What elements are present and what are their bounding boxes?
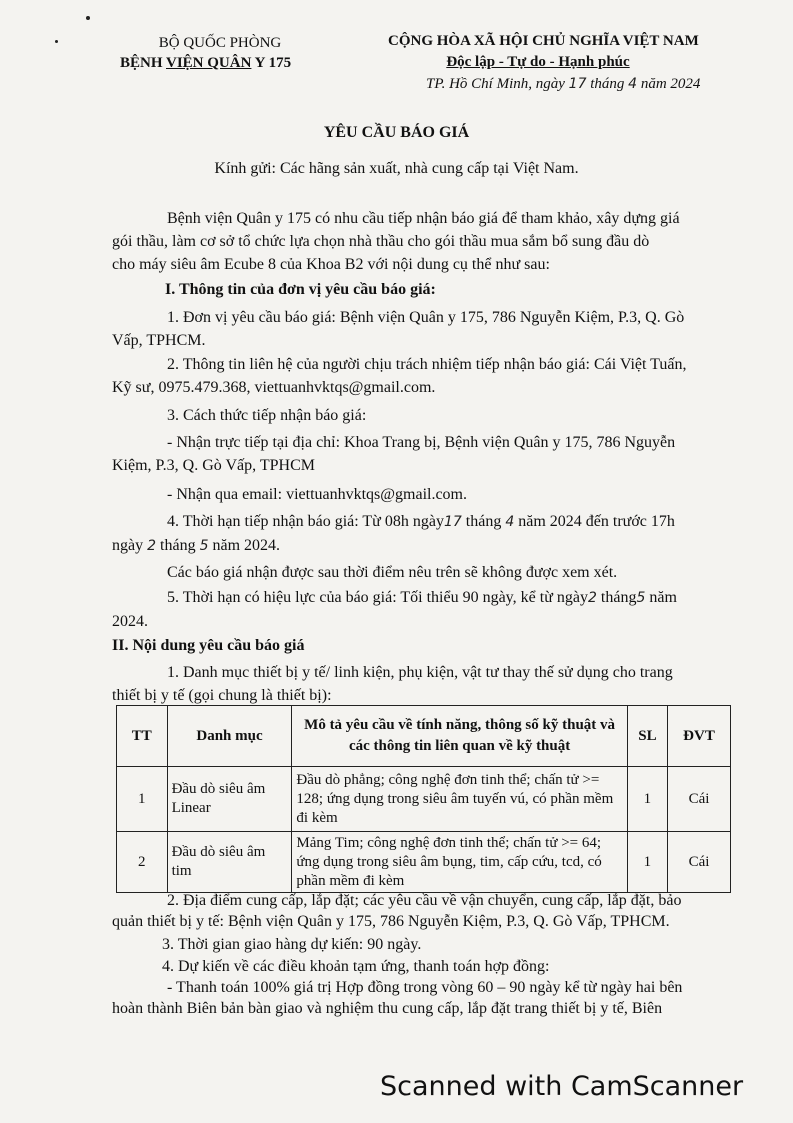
cell-dvt: Cái: [668, 832, 731, 893]
table-row: [117, 767, 731, 832]
header-danh-muc: Danh mục: [167, 706, 292, 767]
section-1-item-4: 4. Thời hạn tiếp nhận báo giá: Từ 08h ngày17 tháng 4 năm 2024 đến trước 17h ngày 2 tháng 5 năm 2024.: [112, 513, 675, 554]
section-1-item-2: 2. Thông tin liên hệ của người chịu trách nhiệm tiếp nhận báo giá: Cái Việt Tuấn, Kỹ sư, 0975.479.368, viettuanhvktqs@gmail.com.: [112, 356, 687, 396]
handwritten-day: 2: [147, 538, 157, 554]
section-2-item-1: 1. Danh mục thiết bị y tế/ linh kiện, phụ kiện, vật tư thay thế sử dụng cho trang thiết bị y tế (gọi chung là thiết bị):: [112, 664, 673, 704]
greeting: Kính gửi: Các hãng sản xuất, nhà cung cấp tại Việt Nam.: [214, 160, 579, 177]
section-2-item-4a: - Thanh toán 100% giá trị Hợp đồng trong vòng 60 – 90 ngày kể từ ngày hai bên hoàn thành Biên bản bàn giao và nghiệm thu cung cấp, lắp đặt trang thiết bị y tế, Biên: [112, 979, 683, 1017]
handwritten-day: 17: [568, 76, 587, 92]
document-title: YÊU CẦU BÁO GIÁ: [323, 124, 470, 141]
scan-speck: [55, 40, 58, 43]
scan-speck: [86, 16, 90, 20]
hospital-name: BỆNH VIỆN QUÂN Y 175: [120, 55, 292, 71]
section-1-item-1: 1. Đơn vị yêu cầu báo giá: Bệnh viện Quân y 175, 786 Nguyễn Kiệm, P.3, Q. Gò Vấp, TPHCM.: [112, 309, 685, 349]
camscanner-watermark: Scanned with CamScanner: [380, 1071, 744, 1102]
cell-danh-muc: Đầu dò siêu âm tim: [167, 832, 292, 893]
section-2-item-3: 3. Thời gian giao hàng dự kiến: 90 ngày.: [162, 936, 422, 953]
equipment-table: [116, 705, 731, 893]
section-2-item-2: 2. Địa điểm cung cấp, lắp đặt; các yêu cầu về vận chuyển, cung cấp, lắp đặt, bảo quản thiết bị y tế: Bệnh viện Quân y 175, 786 Nguyễn Kiệm, P.3, Q. Gò Vấp, TPHCM.: [112, 892, 682, 930]
header-mo-ta: Mô tả yêu cầu về tính năng, thông số kỹ thuật và các thông tin liên quan về kỹ thuật: [292, 706, 627, 767]
table-row: [117, 832, 731, 893]
cell-sl: 1: [627, 767, 667, 832]
section-1-item-3a: - Nhận trực tiếp tại địa chỉ: Khoa Trang bị, Bệnh viện Quân y 175, 786 Nguyễn Kiệm, P.3, Q. Gò Vấp, TPHCM: [112, 434, 676, 474]
intro-paragraph: Bệnh viện Quân y 175 có nhu cầu tiếp nhận báo giá để tham khảo, xây dựng giá gói thầu, làm cơ sở tổ chức lựa chọn nhà thầu cho gói thầu mua sắm bổ sung đầu dò cho máy siêu âm Ecube 8 của Khoa B2 với nội dung cụ thể như sau:: [112, 210, 680, 273]
national-motto: Độc lập - Tự do - Hạnh phúc: [446, 54, 630, 70]
header-sl: SL: [627, 706, 667, 767]
section-2-item-4: 4. Dự kiến về các điều khoản tạm ứng, thanh toán hợp đồng:: [162, 958, 550, 975]
handwritten-month: 4: [628, 76, 638, 92]
handwritten-day: 17: [443, 514, 462, 530]
cell-danh-muc: Đầu dò siêu âm Linear: [167, 767, 292, 832]
late-submission-note: Các báo giá nhận được sau thời điểm nêu trên sẽ không được xem xét.: [167, 564, 618, 581]
cell-sl: 1: [627, 832, 667, 893]
header-tt: TT: [117, 706, 168, 767]
place-date: TP. Hồ Chí Minh, ngày 17 tháng 4 năm 2024: [426, 76, 701, 92]
section-1-heading: I. Thông tin của đơn vị yêu cầu báo giá:: [165, 281, 436, 298]
cell-tt: 2: [117, 832, 168, 893]
handwritten-month: 4: [505, 514, 515, 530]
handwritten-month: 5: [199, 538, 209, 554]
section-1-item-5: 5. Thời hạn có hiệu lực của báo giá: Tối thiểu 90 ngày, kể từ ngày2 tháng5 năm 2024.: [112, 589, 677, 630]
ministry-name: BỘ QUỐC PHÒNG: [158, 35, 282, 51]
country-name: CỘNG HÒA XÃ HỘI CHỦ NGHĨA VIỆT NAM: [388, 33, 699, 49]
handwritten-month: 5: [636, 590, 646, 606]
header-dvt: ĐVT: [668, 706, 731, 767]
cell-mo-ta: Mảng Tim; công nghệ đơn tinh thể; chấn tử >= 64; ứng dụng trong siêu âm bụng, tim, cấp cứu, tcd, có phần mềm đi kèm: [292, 832, 627, 893]
section-1-item-3: 3. Cách thức tiếp nhận báo giá:: [167, 407, 367, 424]
cell-dvt: Cái: [668, 767, 731, 832]
cell-mo-ta: Đầu dò phẳng; công nghệ đơn tinh thể; chấn tử >= 128; ứng dụng trong siêu âm tuyến vú, có phần mềm đi kèm: [292, 767, 627, 832]
cell-tt: 1: [117, 767, 168, 832]
handwritten-day: 2: [587, 590, 597, 606]
section-1-item-3b: - Nhận qua email: viettuanhvktqs@gmail.com.: [167, 486, 467, 503]
table-header-row: [117, 706, 731, 767]
section-2-heading: II. Nội dung yêu cầu báo giá: [112, 637, 305, 654]
